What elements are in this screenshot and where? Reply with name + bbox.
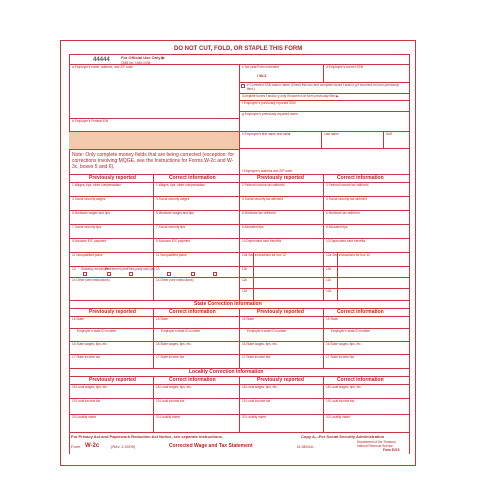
box-11-corr: 11 Nonqualified plans [156,253,187,257]
state-id-a: Employer's state ID number [77,329,117,333]
box-12b-prev: 12b [242,267,248,271]
box-6-corr: 6 Medicare tax withheld [326,211,360,215]
box-a-label: a Employer's name, address, and ZIP code [72,65,133,69]
box-8-prev: 8 Allocated tips [242,225,264,229]
state-section-title: State Correction Information [194,301,262,307]
box-i-label: i Employee's address and ZIP code [242,169,292,173]
box-10-corr: 10 Dependent care benefits [326,239,366,243]
retirement-label-prev: Retirement plan [105,267,128,271]
box-12a-corr: 12a See instructions for box 12 [326,253,370,257]
box-e-checkbox[interactable] [241,84,245,88]
box-10-prev: 10 Dependent care benefits [242,239,282,243]
retirement-checkbox-corr[interactable] [191,272,195,276]
local-20-d: 20 Locality name [326,415,351,419]
state-id-d: Employer's state ID number [331,329,371,333]
form-word: Form [71,444,81,449]
thirdparty-checkbox-prev[interactable] [129,272,133,276]
local-19-a: 19 Local income tax [72,399,101,403]
local-right-prev-header: Previously reported [257,377,304,383]
copy-a-label: Copy A—For Social Security Administration [301,434,385,439]
irs-label: Internal Revenue Service [357,444,393,448]
state-16-d: 16 State wages, tips, etc. [326,342,362,346]
w2c-form-page [60,40,416,466]
local-19-b: 19 Local income tax [156,399,185,403]
state-id-c: Employer's state ID number [247,329,287,333]
box-14-corr: 14 Other (see instructions) [156,278,194,282]
money-fields-note: Note: Only complete money fields that are being corrected (exception: for corrections involving MQGE, see the Instructions for Forms W-2c and W-3c, boxes 5 and 6). [72,152,235,170]
w2-label: / W-2 [257,73,267,78]
form-code-footer: Form E21S [383,448,400,452]
statutory-label-prev: Statutory employee [81,267,109,271]
box-2-corr: 2 Federal income tax withheld [326,183,369,187]
local-20-b: 20 Locality name [156,415,181,419]
box-12d-corr: 12d [326,289,332,293]
complete-note: Complete boxes f and/or g only if incorrect on form previously filed ▶ [242,94,339,98]
omb-number: OMB No. 1545-0008 [121,61,151,65]
local-19-c: 19 Local income tax [242,399,271,403]
cat-number: 61-0863411 [297,445,314,449]
state-17-b: 17 State income tax [156,355,185,359]
box-13-corr: 13 [156,267,160,271]
box-h-label: h Employee's first name and initial [242,132,291,136]
official-use-label: For Official Use Only ▶ [121,55,165,60]
state-15-a: 15 State [72,317,84,321]
state-16-a: 16 State wages, tips, etc. [72,342,108,346]
form-title: Corrected Wage and Tax Statement [169,443,253,449]
local-20-a: 20 Locality name [72,415,97,419]
local-18-b: 18 Local wages, tips, etc. [156,385,192,389]
box-12b-corr: 12b [326,267,332,271]
box-f-label: f Employee's previously reported SSN [242,101,296,105]
box-9-corr: 9 Advance EIC payment [156,239,191,243]
statutory-checkbox-corr[interactable] [167,272,171,276]
state-17-c: 17 State income tax [242,355,271,359]
box-1-corr: 1 Wages, tips, other compensation [156,183,205,187]
box-4-corr: 4 Social security tax withheld [326,197,367,201]
form-name: W-2c [85,443,100,449]
box-5-corr: 5 Medicare wages and tips [156,211,194,215]
state-15-c: 15 State [242,317,254,321]
state-16-c: 16 State wages, tips, etc. [242,342,278,346]
state-17-a: 17 State income tax [72,355,101,359]
box-9-prev: 9 Advance EIC payment [72,239,107,243]
state-right-corr-header: Correct information [337,309,384,315]
box-12c-corr: 12c [326,278,332,282]
local-18-a: 18 Local wages, tips, etc. [72,385,108,389]
box-1-prev: 1 Wages, tips, other compensation [72,183,121,187]
local-20-c: 20 Locality name [242,415,267,419]
state-left-corr-header: Correct information [169,309,216,315]
local-left-corr-header: Correct information [169,377,216,383]
local-19-d: 19 Local income tax [326,399,355,403]
local-18-d: 18 Local wages, tips, etc. [326,385,362,389]
box-7-corr: 7 Social security tips [156,225,186,229]
left-prev-header: Previously reported [89,175,136,181]
top-warning: DO NOT CUT, FOLD, OR STAPLE THIS FORM [174,46,303,52]
dept-treasury: Department of the Treasury [357,440,396,444]
box-3-prev: 3 Social security wages [72,197,106,201]
state-16-b: 16 State wages, tips, etc. [156,342,192,346]
privacy-notice: For Privacy Act and Paperwork Reduction Act Notice, see separate instructions. [71,434,223,439]
box-7-prev: 7 Social security tips [72,225,102,229]
box-8-corr: 8 Allocated tips [326,225,348,229]
box-5-prev: 5 Medicare wages and tips [72,211,110,215]
retirement-checkbox-prev[interactable] [107,272,111,276]
right-corr-header: Correct information [337,175,384,181]
box-b-label: b Employer's Federal EIN [72,119,109,123]
thirdparty-checkbox-corr[interactable] [213,272,217,276]
local-right-corr-header: Correct information [337,377,384,383]
box-c-label: c Tax year/Form corrected [242,65,279,69]
box-e-label: e Corrected SSN and/or name (Check this box and complete boxes f and/or g if incorrect on form previously filed.) [247,83,400,91]
last-name-label: Last name [324,132,339,136]
right-prev-header: Previously reported [257,175,304,181]
state-left-prev-header: Previously reported [89,309,136,315]
box-d-label: d Employee's correct SSN [326,65,364,69]
form-revision: (Rev. 2-2009) [111,444,136,449]
box-12c-prev: 12c [242,278,248,282]
local-18-c: 18 Local wages, tips, etc. [242,385,278,389]
state-id-b: Employer's state ID number [161,329,201,333]
box-11-prev: 11 Nonqualified plans [72,253,103,257]
state-15-b: 15 State [156,317,168,321]
box-13-prev: 13 [72,267,76,271]
shaded-area [69,131,239,149]
state-15-d: 15 State [326,317,338,321]
local-left-prev-header: Previously reported [89,377,136,383]
state-right-prev-header: Previously reported [257,309,304,315]
box-14-prev: 14 Other (see instructions) [72,278,110,282]
box-2-prev: 2 Federal income tax withheld [242,183,285,187]
box-6-prev: 6 Medicare tax withheld [242,211,276,215]
state-17-d: 17 State income tax [326,355,355,359]
box-12d-prev: 12d [242,289,248,293]
left-corr-header: Correct information [169,175,216,181]
box-g-label: g Employee's previously reported name [242,112,298,116]
statutory-checkbox-prev[interactable] [83,272,87,276]
locality-section-title: Locality Correction Information [189,369,264,375]
suffix-label: Suff. [386,132,393,136]
box-3-corr: 3 Social security wages [156,197,190,201]
box-4-prev: 4 Social security tax withheld [242,197,283,201]
thirdparty-label-prev: Third-party sick pay [127,267,155,271]
form-code: 44444 [93,57,110,63]
box-12a-prev: 12a See instructions for box 12 [242,253,286,257]
